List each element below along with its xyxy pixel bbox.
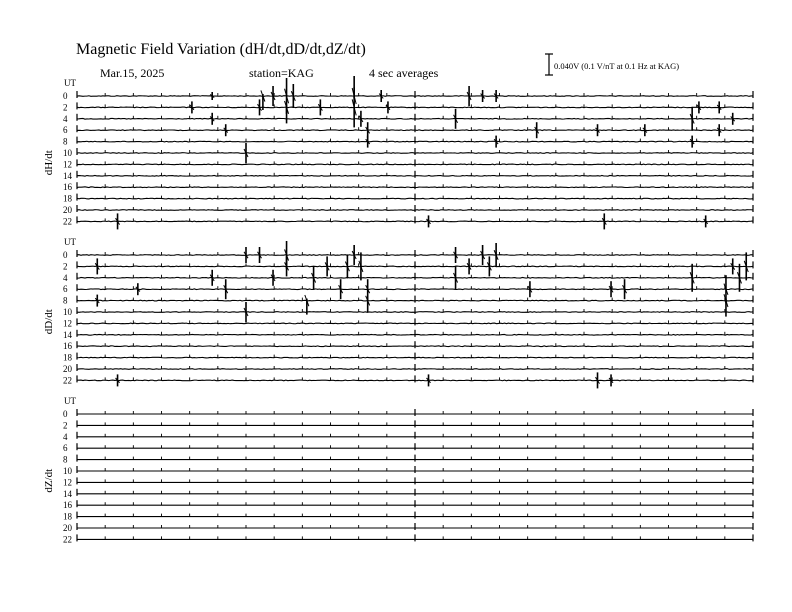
- scale-bar: [545, 54, 553, 75]
- chart-title: Magnetic Field Variation (dH/dt,dD/dt,dZ/dt): [76, 41, 366, 58]
- hour-label: 20: [63, 205, 72, 215]
- hour-label: 22: [63, 534, 72, 545]
- panel-dH-dt: [43, 76, 753, 229]
- hour-label: 16: [63, 182, 72, 193]
- hour-label: 2: [63, 102, 68, 113]
- hour-label: 8: [63, 454, 68, 465]
- hour-label: 4: [63, 113, 68, 124]
- scale-bar-label: 0.040V (0.1 V/nT at 0.1 Hz at KAG): [554, 61, 680, 71]
- hour-label: 4: [63, 431, 68, 442]
- hour-label: 20: [63, 364, 72, 374]
- hour-label: 14: [63, 329, 72, 340]
- ut-label: UT: [64, 237, 76, 247]
- hour-label: 12: [63, 318, 72, 329]
- hour-label: 16: [63, 341, 72, 352]
- hour-label: 6: [63, 284, 68, 295]
- ut-label: UT: [64, 396, 76, 406]
- panel-ylabel: dD/dt: [43, 309, 55, 335]
- hour-label: 0: [63, 409, 68, 419]
- panels-group: [43, 76, 753, 544]
- hour-label: 12: [63, 159, 72, 170]
- panel-ylabel: dH/dt: [43, 150, 55, 176]
- hour-label: 16: [63, 500, 72, 511]
- hour-label: 14: [63, 488, 72, 499]
- hour-label: 10: [63, 307, 72, 317]
- hour-label: 8: [63, 136, 68, 147]
- hour-label: 20: [63, 523, 72, 533]
- hour-label: 18: [63, 193, 72, 204]
- panel-dZ-dt: [43, 396, 753, 544]
- panel-ylabel: dZ/dt: [43, 468, 55, 493]
- ut-label: UT: [64, 78, 76, 88]
- hour-label: 18: [63, 511, 72, 522]
- hour-label: 0: [63, 91, 68, 101]
- hour-label: 18: [63, 352, 72, 363]
- station-label: station=KAG: [249, 66, 314, 80]
- hour-label: 10: [63, 148, 72, 158]
- hour-label: 10: [63, 466, 72, 476]
- panel-dD-dt: [43, 237, 753, 388]
- hour-label: 4: [63, 272, 68, 283]
- hour-label: 0: [63, 250, 68, 260]
- hour-label: 6: [63, 125, 68, 136]
- hour-label: 8: [63, 295, 68, 306]
- hour-label: 14: [63, 170, 72, 181]
- hour-label: 2: [63, 261, 68, 272]
- hour-label: 6: [63, 443, 68, 454]
- averaging-label: 4 sec averages: [369, 66, 439, 80]
- hour-label: 12: [63, 477, 72, 488]
- date-label: Mar.15, 2025: [100, 66, 165, 80]
- hour-label: 22: [63, 375, 72, 386]
- hour-label: 2: [63, 420, 68, 431]
- hour-label: 22: [63, 216, 72, 227]
